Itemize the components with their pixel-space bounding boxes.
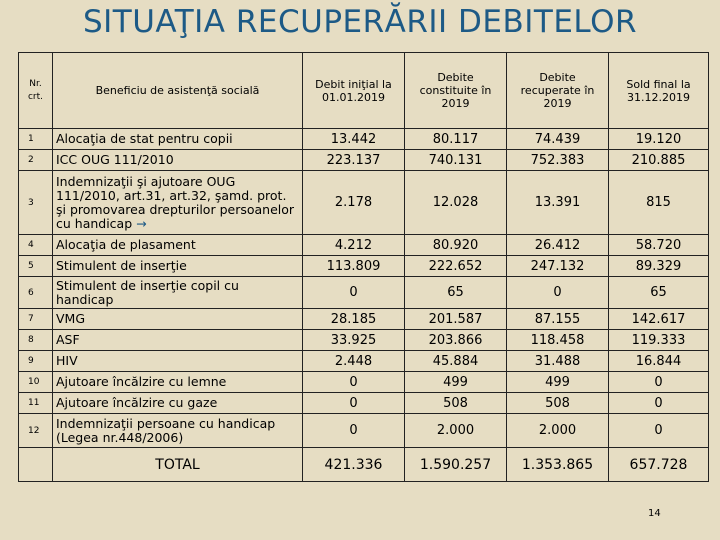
row-debite-constituite: 499 [405, 372, 507, 393]
row-debite-recuperate: 31.488 [507, 351, 609, 372]
table-row [19, 309, 709, 330]
total-label: TOTAL [53, 448, 303, 482]
row-nr: 6 [19, 277, 53, 309]
row-nr: 2 [19, 150, 53, 171]
page-title: SITUAŢIA RECUPERĂRII DEBITELOR [82, 4, 638, 40]
arrow-right-icon: → [136, 215, 147, 231]
row-debit-initial: 113.809 [303, 256, 405, 277]
row-debite-constituite: 2.000 [405, 414, 507, 448]
table-row [19, 129, 709, 150]
row-nr: 7 [19, 309, 53, 330]
row-debite-constituite: 45.884 [405, 351, 507, 372]
row-debite-constituite: 65 [405, 277, 507, 309]
row-beneficiu: Indemnizaţii persoane cu handicap (Legea nr.448/2006) [53, 414, 303, 448]
row-debite-constituite: 80.117 [405, 129, 507, 150]
row-debite-recuperate: 26.412 [507, 235, 609, 256]
table-row [19, 372, 709, 393]
row-sold-final: 815 [609, 171, 709, 235]
row-beneficiu: Alocaţia de stat pentru copii [53, 129, 303, 150]
row-debit-initial: 13.442 [303, 129, 405, 150]
table-row [19, 414, 709, 448]
row-debit-initial: 33.925 [303, 330, 405, 351]
row-debit-initial: 4.212 [303, 235, 405, 256]
table-row [19, 150, 709, 171]
row-nr: 12 [19, 414, 53, 448]
row-debite-constituite: 740.131 [405, 150, 507, 171]
row-debite-recuperate: 87.155 [507, 309, 609, 330]
row-debite-constituite: 203.866 [405, 330, 507, 351]
row-sold-final: 0 [609, 393, 709, 414]
row-sold-final: 210.885 [609, 150, 709, 171]
row-nr: 9 [19, 351, 53, 372]
total-row [19, 448, 709, 482]
header-nr: Nr. crt. [19, 53, 53, 129]
row-beneficiu-text: Indemnizaţii şi ajutoare OUG 111/2010, art.31, art.32, şamd. prot. şi promovarea drepturilor persoanelor cu handicap [56, 173, 295, 231]
table-row [19, 330, 709, 351]
row-debite-constituite: 12.028 [405, 171, 507, 235]
row-debite-recuperate: 752.383 [507, 150, 609, 171]
row-beneficiu: VMG [53, 309, 303, 330]
row-debite-constituite: 80.920 [405, 235, 507, 256]
row-debit-initial: 0 [303, 372, 405, 393]
row-debite-recuperate: 499 [507, 372, 609, 393]
row-sold-final: 16.844 [609, 351, 709, 372]
total-debit-initial: 421.336 [303, 448, 405, 482]
total-debite-recuperate: 1.353.865 [507, 448, 609, 482]
row-debit-initial: 223.137 [303, 150, 405, 171]
row-sold-final: 89.329 [609, 256, 709, 277]
row-nr: 10 [19, 372, 53, 393]
row-debite-recuperate: 508 [507, 393, 609, 414]
row-nr: 8 [19, 330, 53, 351]
row-debite-recuperate: 2.000 [507, 414, 609, 448]
row-beneficiu: Alocaţia de plasament [53, 235, 303, 256]
row-sold-final: 19.120 [609, 129, 709, 150]
row-debite-recuperate: 0 [507, 277, 609, 309]
row-debite-recuperate: 74.439 [507, 129, 609, 150]
row-sold-final: 58.720 [609, 235, 709, 256]
row-debit-initial: 2.178 [303, 171, 405, 235]
row-beneficiu: Ajutoare încălzire cu gaze [53, 393, 303, 414]
debts-table [18, 52, 709, 482]
table-row [19, 171, 709, 235]
header-debite-recuperate: Debite recuperate în 2019 [507, 53, 609, 129]
header-sold-final: Sold final la 31.12.2019 [609, 53, 709, 129]
header-debit-initial: Debit iniţial la 01.01.2019 [303, 53, 405, 129]
row-beneficiu: Stimulent de inserţie copil cu handicap [53, 277, 303, 309]
row-debit-initial: 28.185 [303, 309, 405, 330]
row-nr: 11 [19, 393, 53, 414]
row-debite-recuperate: 13.391 [507, 171, 609, 235]
row-beneficiu: ASF [53, 330, 303, 351]
row-sold-final: 65 [609, 277, 709, 309]
row-debite-constituite: 222.652 [405, 256, 507, 277]
row-nr: 1 [19, 129, 53, 150]
row-beneficiu: Ajutoare încălzire cu lemne [53, 372, 303, 393]
row-beneficiu [53, 171, 303, 235]
row-debite-recuperate: 118.458 [507, 330, 609, 351]
row-sold-final: 0 [609, 414, 709, 448]
row-beneficiu: Stimulent de inserţie [53, 256, 303, 277]
header-debite-constituite: Debite constituite în 2019 [405, 53, 507, 129]
total-debite-constituite: 1.590.257 [405, 448, 507, 482]
row-sold-final: 142.617 [609, 309, 709, 330]
table-row [19, 256, 709, 277]
row-debit-initial: 0 [303, 414, 405, 448]
table-row [19, 393, 709, 414]
page-number: 14 [648, 508, 661, 519]
header-row [19, 53, 709, 129]
table-row [19, 277, 709, 309]
row-debite-constituite: 508 [405, 393, 507, 414]
row-sold-final: 119.333 [609, 330, 709, 351]
total-nr-cell [19, 448, 53, 482]
row-debit-initial: 0 [303, 277, 405, 309]
row-debit-initial: 0 [303, 393, 405, 414]
row-debit-initial: 2.448 [303, 351, 405, 372]
table-row [19, 351, 709, 372]
row-beneficiu: ICC OUG 111/2010 [53, 150, 303, 171]
row-debite-constituite: 201.587 [405, 309, 507, 330]
row-beneficiu: HIV [53, 351, 303, 372]
header-beneficiu: Beneficiu de asistenţă socială [53, 53, 303, 129]
row-nr: 3 [19, 171, 53, 235]
row-debite-recuperate: 247.132 [507, 256, 609, 277]
row-nr: 5 [19, 256, 53, 277]
row-nr: 4 [19, 235, 53, 256]
table-row [19, 235, 709, 256]
total-sold-final: 657.728 [609, 448, 709, 482]
row-sold-final: 0 [609, 372, 709, 393]
